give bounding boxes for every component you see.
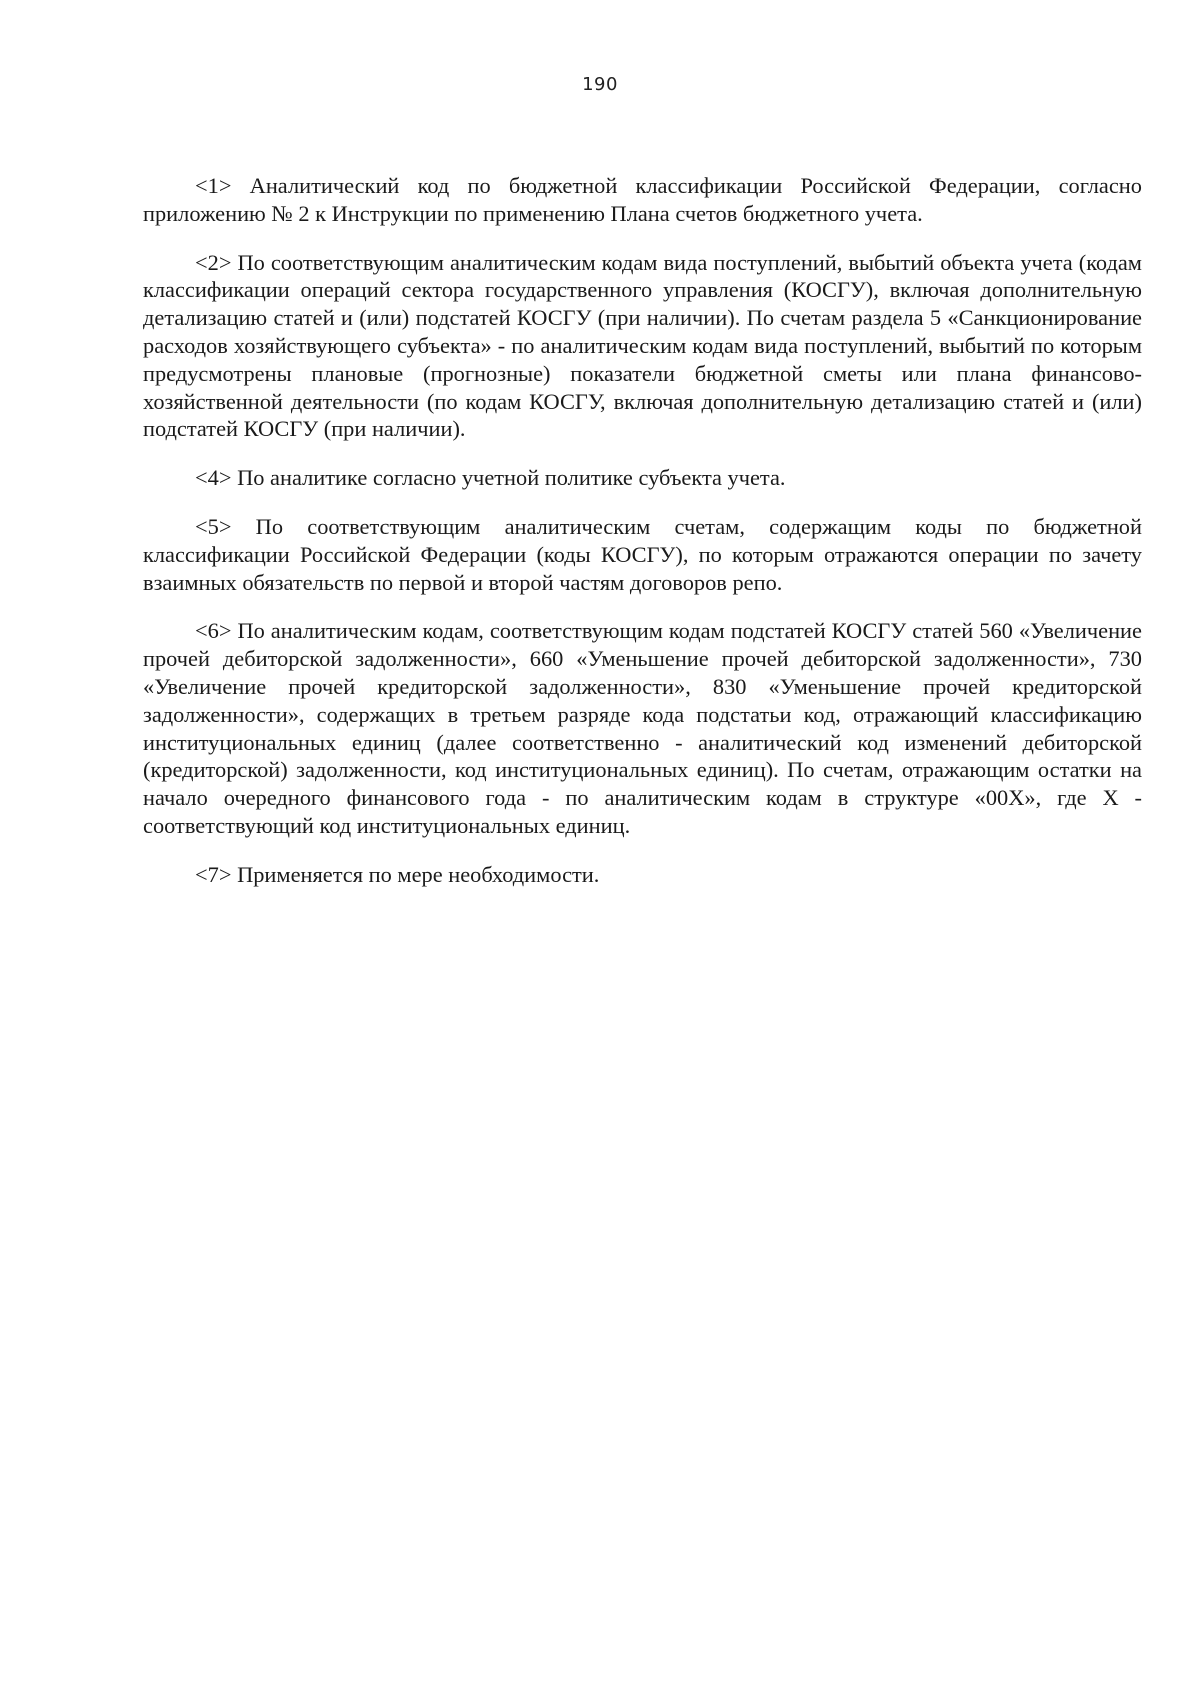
footnote-text: По аналитическим кодам, соответствующим кодам подстатей КОСГУ статей 560 «Увеличение прочей дебиторской задолженности», 660 «Уменьшение прочей дебиторской задолженности», 730 «Увеличение прочей кредиторской задолженности», 830 «Уменьшение прочей кредиторской задолженности», содержащих в третьем разряде кода подстатьи код, отражающий классификацию институциональных единиц (далее соответственно - аналитический код изменений дебиторской (кредиторской) задолженности, код институциональных единиц). По счетам, отражающим остатки на начало очередного финансового года - по аналитическим кодам в структуре «00X», где X - соответствующий код институциональных единиц. (143, 618, 1142, 838)
footnote-6 (143, 617, 1142, 839)
footnote-text: Аналитический код по бюджетной классификации Российской Федерации, согласно приложению № 2 к Инструкции по применению Плана счетов бюджетного учета. (143, 173, 1142, 226)
footnote-text: По соответствующим аналитическим счетам, содержащим коды по бюджетной классификации Российской Федерации (коды КОСГУ), по которым отражаются операции по зачету взаимных обязательств по первой и второй частям договоров репо. (143, 513, 1142, 595)
footnote-4 (143, 464, 1142, 492)
footnote-text: По соответствующим аналитическим кодам вида поступлений, выбытий объекта учета (кодам классификации операций сектора государственного управления (КОСГУ), включая дополнительную детализацию статей и (или) подстатей КОСГУ (при наличии). По счетам раздела 5 «Санкционирование расходов хозяйствующего субъекта» - по аналитическим кодам вида поступлений, выбытий по которым предусмотрены плановые (прогнозные) показатели бюджетной сметы или плана финансово-хозяйственной деятельности (по кодам КОСГУ, включая дополнительную детализацию статей и (или) подстатей КОСГУ (при наличии). (143, 249, 1142, 442)
footnote-marker: <7> (195, 861, 232, 887)
footnote-1 (143, 172, 1142, 228)
footnote-marker: <2> (195, 249, 232, 275)
footnote-marker: <5> (195, 513, 232, 539)
page-number: 190 (582, 74, 618, 95)
footnote-marker: <4> (195, 465, 232, 491)
footnote-marker: <6> (195, 618, 232, 644)
footnote-2 (143, 249, 1142, 444)
footnote-7 (143, 861, 1142, 889)
footnote-text: Применяется по мере необходимости. (237, 861, 600, 887)
footnote-marker: <1> (195, 173, 232, 198)
footnote-5 (143, 513, 1142, 596)
footnotes-section (143, 172, 1142, 910)
footnote-text: По аналитике согласно учетной политике субъекта учета. (237, 465, 786, 491)
